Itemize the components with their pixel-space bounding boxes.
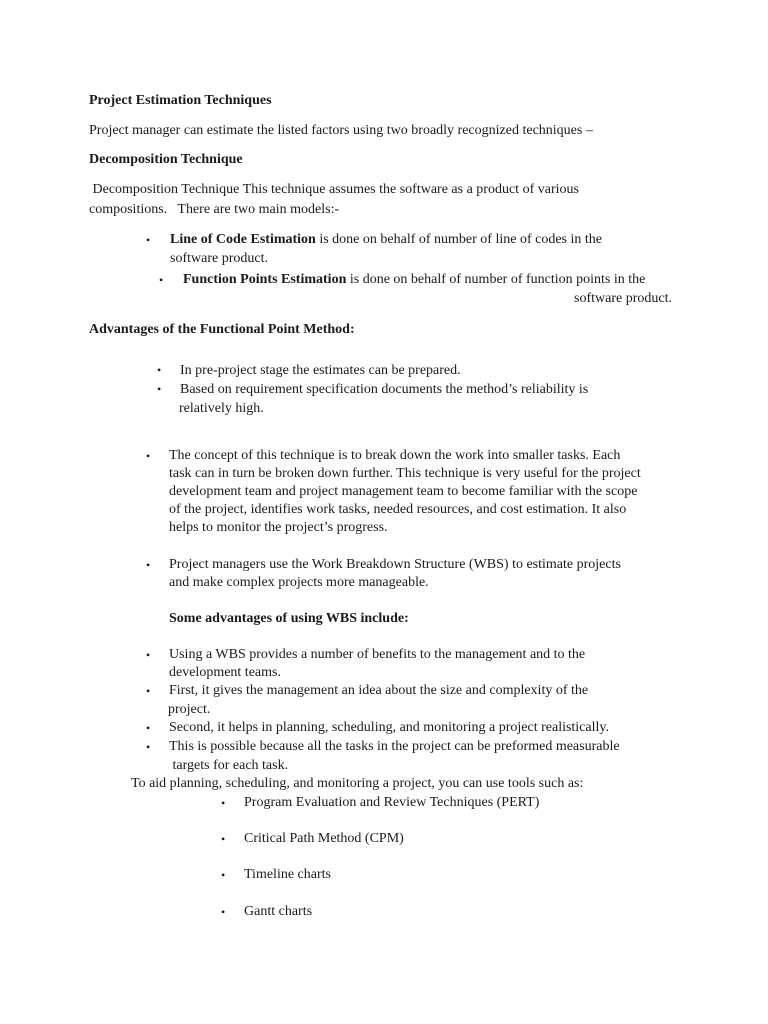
bullet-icon: •: [146, 684, 151, 698]
wbs-para-line: development team and project management team to become familiar with the scope: [169, 484, 638, 499]
list-item: This is possible because all the tasks in the project can be preformed measurable: [169, 739, 620, 754]
bullet-icon: •: [146, 233, 151, 247]
model-term: Function Points Estimation: [183, 272, 347, 287]
wbs-para-line: task can in turn be broken down further. This technique is very useful for the project: [169, 466, 641, 481]
list-item: Based on requirement specification documents the method’s reliability is: [180, 382, 589, 397]
wbs-advantages-heading: Some advantages of using WBS include:: [169, 611, 409, 626]
tools-intro: To aid planning, scheduling, and monitoring a project, you can use tools such as:: [131, 776, 584, 791]
model-item-loc: [170, 231, 602, 249]
intro-paragraph: Project manager can estimate the listed factors using two broadly recognized techniques –: [89, 123, 593, 138]
list-item: Using a WBS provides a number of benefits to the management and to the: [169, 647, 586, 662]
bullet-icon: •: [146, 558, 151, 572]
model-desc-cont: software product.: [574, 291, 672, 306]
wbs-para-line: helps to monitor the project’s progress.: [169, 520, 388, 535]
list-item-cont: targets for each task.: [169, 758, 289, 773]
bullet-icon: •: [157, 382, 162, 396]
wbs-para-line: of the project, identifies work tasks, needed resources, and cost estimation. It also: [169, 502, 627, 517]
fp-advantages-heading: Advantages of the Functional Point Method:: [89, 322, 355, 337]
doc-title: Project Estimation Techniques: [89, 93, 272, 108]
wbs-para-line: The concept of this technique is to break down the work into smaller tasks. Each: [169, 448, 621, 463]
bullet-icon: •: [146, 449, 151, 463]
tool-item-gantt: Gantt charts: [244, 904, 313, 919]
list-item: Second, it helps in planning, scheduling, and monitoring a project realistically.: [169, 720, 609, 735]
bullet-icon: •: [146, 721, 151, 735]
decomposition-heading: Decomposition Technique: [89, 152, 243, 167]
bullet-icon: •: [221, 905, 226, 919]
model-desc: is done on behalf of number of line of codes in the: [315, 232, 602, 247]
bullet-icon: •: [221, 832, 226, 846]
list-item: In pre-project stage the estimates can be prepared.: [180, 363, 461, 378]
model-term: Line of Code Estimation: [170, 232, 316, 247]
bullet-icon: •: [221, 868, 226, 882]
bullet-icon: •: [146, 648, 151, 662]
tool-item-cpm: Critical Path Method (CPM): [244, 831, 404, 846]
model-desc: is done on behalf of number of function points in the: [346, 272, 646, 287]
decomposition-paragraph-line-1: Decomposition Technique This technique assumes the software as a product of various: [89, 182, 579, 197]
decomposition-paragraph-line-2: compositions. There are two main models:-: [89, 202, 340, 217]
bullet-icon: •: [146, 740, 151, 754]
list-item-cont: development teams.: [169, 665, 281, 680]
list-item-cont: relatively high.: [179, 401, 264, 416]
bullet-icon: •: [157, 363, 162, 377]
wbs-para-line: Project managers use the Work Breakdown Structure (WBS) to estimate projects: [169, 557, 621, 572]
wbs-para-line: and make complex projects more manageable.: [169, 575, 429, 590]
bullet-icon: •: [159, 273, 164, 287]
model-item-fp: [183, 271, 645, 289]
list-item: First, it gives the management an idea about the size and complexity of the: [169, 683, 589, 698]
tool-item-pert: Program Evaluation and Review Techniques (PERT): [244, 795, 540, 810]
tool-item-timeline: Timeline charts: [244, 867, 331, 882]
bullet-icon: •: [221, 796, 226, 810]
list-item-cont: project.: [168, 702, 211, 717]
model-desc-cont: software product.: [170, 251, 268, 266]
